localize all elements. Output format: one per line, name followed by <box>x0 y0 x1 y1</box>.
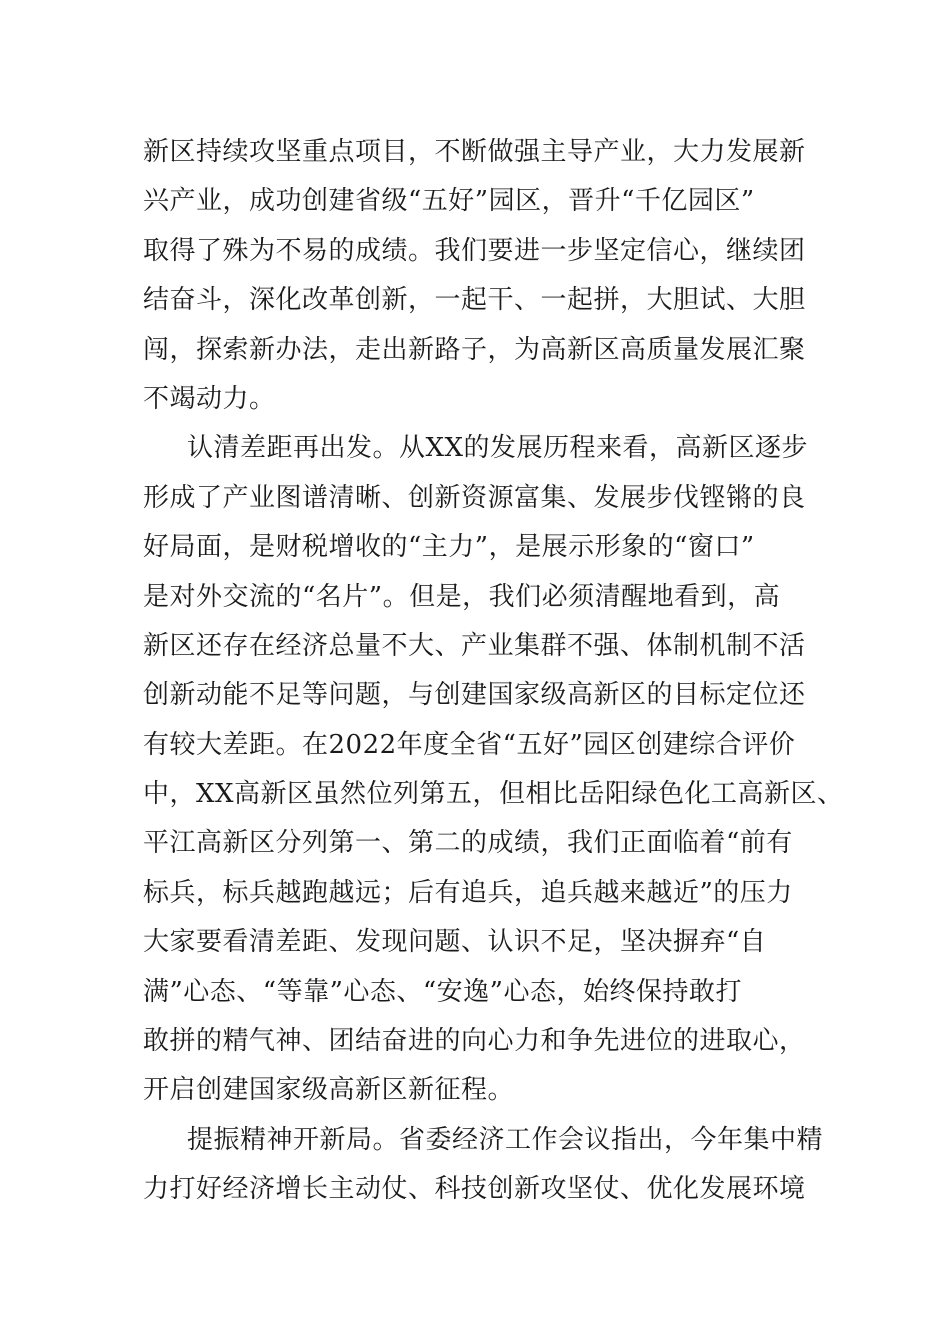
text-line: 中，XX高新区虽然位列第五，但相比岳阳绿色化工高新区、 <box>143 779 844 810</box>
paragraph-1 <box>143 128 823 424</box>
text-line: 标兵，标兵越跑越远；后有追兵，追兵越来越近”的压力 <box>143 877 793 908</box>
text-line: 认清差距再出发。从XX的发展历程来看，高新区逐步 <box>187 433 809 464</box>
text-line: 开启创建国家级高新区新征程。 <box>143 1075 515 1106</box>
document-body <box>143 128 844 1215</box>
text-line: 敢拼的精气神、团结奋进的向心力和争先进位的进取心， <box>143 1026 806 1057</box>
text-line: 平江高新区分列第一、第二的成绩，我们正面临着“前有 <box>143 828 793 859</box>
text-line: 大家要看清差距、发现问题、认识不足，坚决摒弃“自 <box>143 927 767 958</box>
text-line: 新区持续攻坚重点项目，不断做强主导产业，大力发展新 <box>143 137 806 167</box>
text-line: 有较大差距。在2022年度全省“五好”园区创建综合评价 <box>143 729 796 760</box>
text-line: 不竭动力。 <box>143 383 276 414</box>
text-line: 是对外交流的“名片”。但是，我们必须清醒地看到，高 <box>143 581 781 612</box>
text-line: 力打好经济增长主动仗、科技创新攻坚仗、优化发展环境 <box>143 1174 806 1205</box>
text-line: 形成了产业图谱清晰、创新资源富集、发展步伐铿锵的良 <box>143 482 806 513</box>
text-line: 创新动能不足等问题，与创建国家级高新区的目标定位还 <box>143 680 806 711</box>
text-line: 满”心态、“等靠”心态、“安逸”心态，始终保持敢打 <box>143 976 742 1007</box>
text-line: 结奋斗，深化改革创新，一起干、一起拼，大胆试、大胆 <box>143 285 806 316</box>
text-line: 兴产业，成功创建省级“五好”园区，晋升“千亿园区” <box>143 186 755 217</box>
text-line: 闯，探索新办法，走出新路子，为高新区高质量发展汇聚 <box>143 334 806 365</box>
text-line: 新区还存在经济总量不大、产业集群不强、体制机制不活 <box>143 630 806 661</box>
paragraph-3 <box>143 1116 823 1215</box>
text-line: 好局面，是财税增收的“主力”，是展示形象的“窗口” <box>143 532 755 563</box>
text-line: 提振精神开新局。省委经济工作会议指出，今年集中精 <box>187 1124 824 1155</box>
text-line: 取得了殊为不易的成绩。我们要进一步坚定信心，继续团 <box>143 235 806 266</box>
paragraph-2 <box>143 424 844 1115</box>
